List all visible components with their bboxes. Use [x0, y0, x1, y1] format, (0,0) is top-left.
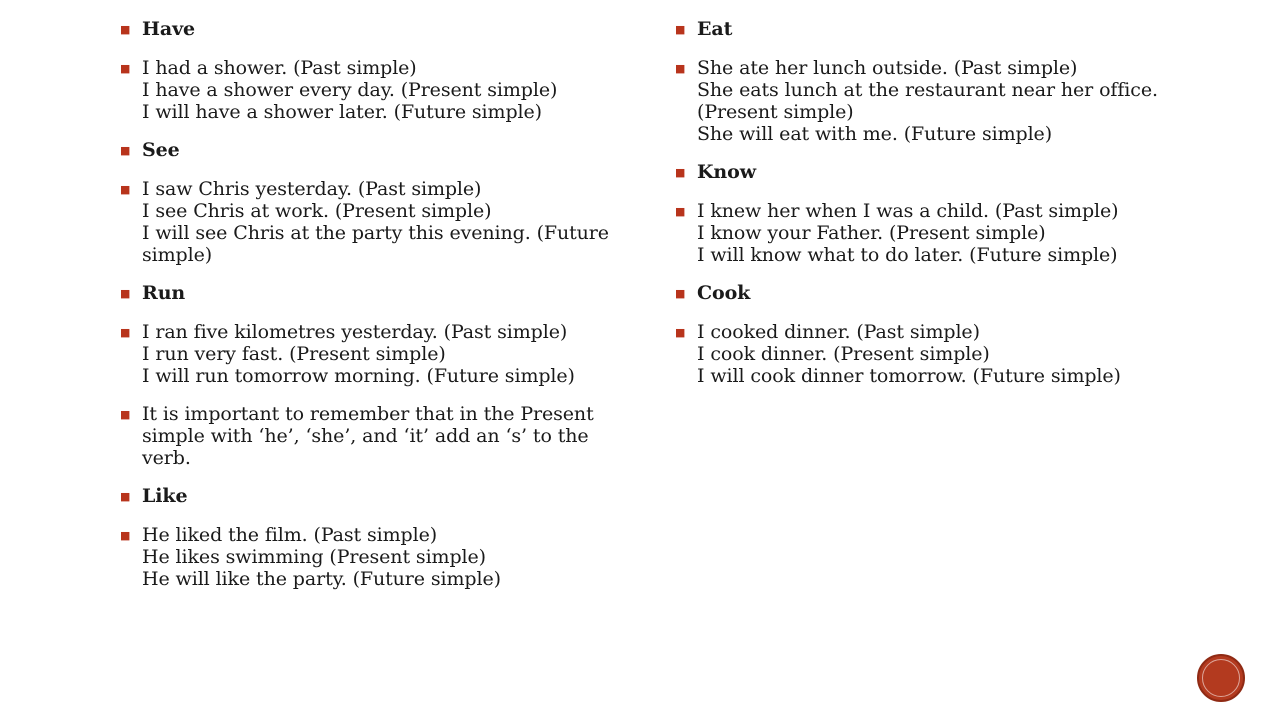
verb-heading: Have — [142, 18, 195, 40]
verb-heading: Run — [142, 282, 186, 304]
square-bullet-icon: ■ — [675, 166, 686, 179]
verb-heading: Know — [697, 161, 756, 183]
grammar-note: It is important to remember that in the Present simple with ‘he’, ‘she’, and ‘it’ add an ‘s’ to the verb. — [142, 403, 594, 469]
square-bullet-icon: ■ — [120, 144, 131, 157]
square-bullet-icon: ■ — [675, 326, 686, 339]
list-item-examples-eat — [675, 57, 1195, 145]
list-item-heading-run — [120, 282, 620, 305]
square-bullet-icon: ■ — [120, 62, 131, 75]
list-item-heading-cook — [675, 282, 1195, 305]
verb-heading: Like — [142, 485, 188, 507]
list-item-examples-run — [120, 321, 620, 387]
example-sentences: I cooked dinner. (Past simple) I cook dinner. (Present simple) I will cook dinner tomorrow. (Future simple) — [697, 321, 1121, 387]
verb-heading: Eat — [697, 18, 733, 40]
verb-heading: Cook — [697, 282, 751, 304]
square-bullet-icon: ■ — [120, 490, 131, 503]
square-bullet-icon: ■ — [120, 326, 131, 339]
example-sentences: She ate her lunch outside. (Past simple) She eats lunch at the restaurant near her office. (Present simple) She will eat with me. (Future simple) — [697, 57, 1158, 145]
example-sentences: He liked the film. (Past simple) He likes swimming (Present simple) He will like the party. (Future simple) — [142, 524, 501, 590]
list-item-heading-like — [120, 485, 620, 508]
left-column — [120, 18, 620, 606]
list-item-examples-see — [120, 178, 620, 266]
list-item-examples-know — [675, 200, 1195, 266]
square-bullet-icon: ■ — [120, 23, 131, 36]
square-bullet-icon: ■ — [675, 205, 686, 218]
verb-heading: See — [142, 139, 180, 161]
square-bullet-icon: ■ — [120, 287, 131, 300]
list-item-heading-know — [675, 161, 1195, 184]
square-bullet-icon: ■ — [675, 287, 686, 300]
square-bullet-icon: ■ — [675, 62, 686, 75]
square-bullet-icon: ■ — [120, 183, 131, 196]
list-item-heading-see — [120, 139, 620, 162]
square-bullet-icon: ■ — [675, 23, 686, 36]
list-item-heading-have — [120, 18, 620, 41]
example-sentences: I knew her when I was a child. (Past simple) I know your Father. (Present simple) I will know what to do later. (Future simple) — [697, 200, 1119, 266]
list-item-note — [120, 403, 620, 469]
list-item-examples-cook — [675, 321, 1195, 387]
list-item-examples-like — [120, 524, 620, 590]
example-sentences: I had a shower. (Past simple) I have a shower every day. (Present simple) I will have a shower later. (Future simple) — [142, 57, 558, 123]
square-bullet-icon: ■ — [120, 529, 131, 542]
decorative-circle-icon — [1197, 654, 1245, 702]
square-bullet-icon: ■ — [120, 408, 131, 421]
example-sentences: I saw Chris yesterday. (Past simple) I see Chris at work. (Present simple) I will see Chris at the party this evening. (Future simple) — [142, 178, 609, 266]
list-item-examples-have — [120, 57, 620, 123]
list-item-heading-eat — [675, 18, 1195, 41]
example-sentences: I ran five kilometres yesterday. (Past simple) I run very fast. (Present simple) I will run tomorrow morning. (Future simple) — [142, 321, 575, 387]
right-column — [675, 18, 1195, 403]
